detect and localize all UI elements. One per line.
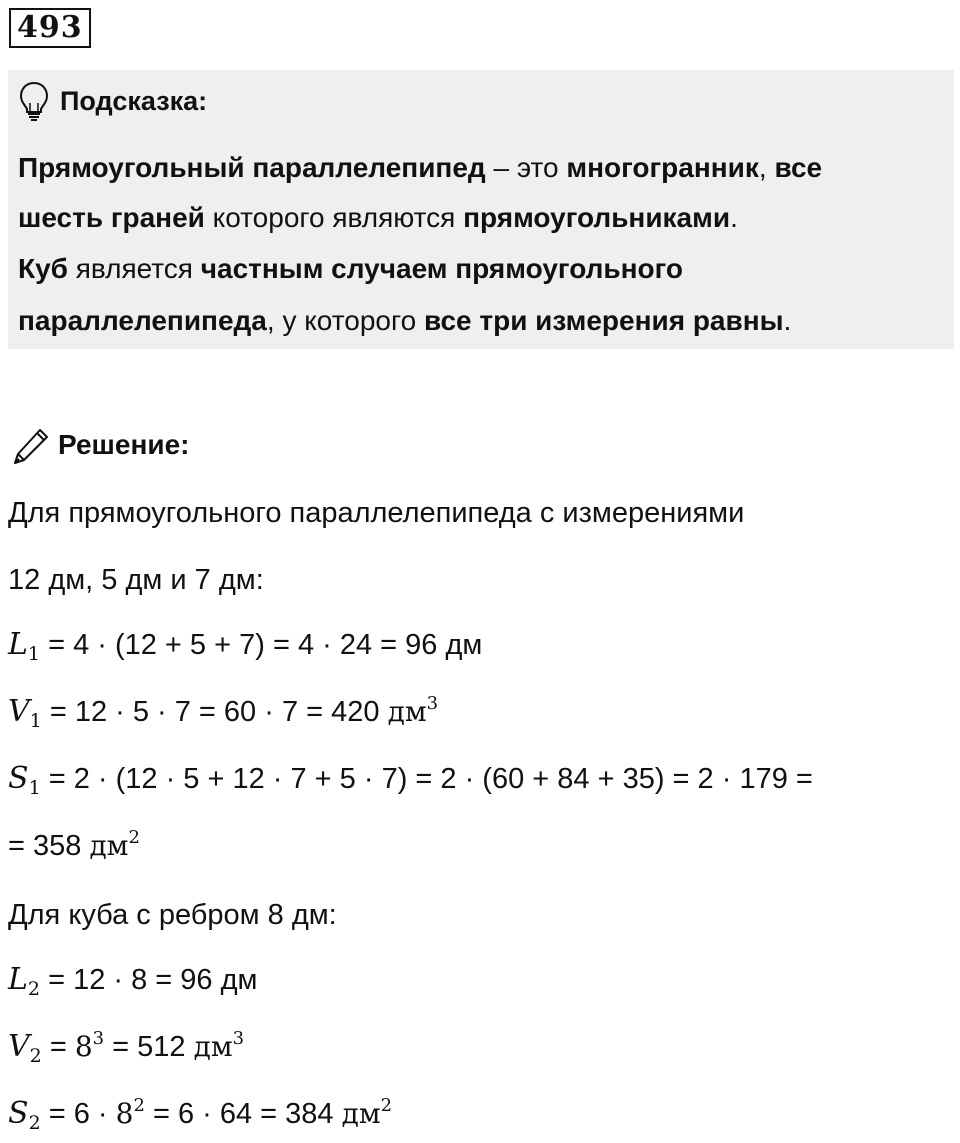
hint-text: является <box>67 253 201 284</box>
hint-term: все три измерения равны <box>423 305 784 336</box>
hint-text: . <box>783 305 792 336</box>
hint-title: Подсказка: <box>60 85 208 116</box>
solution-header <box>10 422 189 468</box>
exponent: 3 <box>92 1028 105 1049</box>
exponent: 3 <box>426 693 439 714</box>
exponent: 3 <box>232 1028 245 1049</box>
hint-term: частным случаем прямоугольного <box>200 253 684 284</box>
hint-text: – это <box>485 152 567 183</box>
formula-expression: = 358 <box>8 830 90 862</box>
hint-text: которого являются <box>204 202 464 233</box>
hint-line-2 <box>18 198 738 238</box>
unit: дм <box>193 1030 233 1063</box>
hint-term: параллелепипеда <box>18 305 267 336</box>
formula-V1 <box>8 692 438 741</box>
hint-text: . <box>730 202 738 233</box>
exponent: 2 <box>133 1095 145 1116</box>
formula-expression: = 512 <box>104 1031 194 1063</box>
formula-S1 <box>8 759 813 808</box>
hint-header <box>18 78 207 124</box>
problem-number: 493 <box>9 8 91 48</box>
formula-expression: = 6 · 64 = 384 <box>144 1098 342 1130</box>
hint-term: многогранник <box>566 152 759 183</box>
formula-variable: $L_2$ <box>8 962 41 1000</box>
formula-V2 <box>8 1027 244 1076</box>
hint-term: шесть граней <box>18 202 205 233</box>
hint-text: , у которого <box>266 305 424 336</box>
base-number: 8 <box>74 1030 93 1063</box>
unit: дм <box>387 695 427 728</box>
hint-text: , <box>758 152 775 183</box>
lightbulb-icon <box>18 81 50 121</box>
exponent: 2 <box>380 1095 393 1116</box>
formula-variable: $V_1$ <box>8 694 42 732</box>
hint-line-1 <box>18 148 822 188</box>
formula-expression: = 6 · <box>40 1098 116 1130</box>
hint-term: Куб <box>18 253 68 284</box>
hint-term: прямоугольниками <box>463 202 731 233</box>
unit: дм <box>341 1097 381 1130</box>
solution-intro-line-1: Для прямоугольного параллелепипеда с измерениями <box>8 497 745 529</box>
cube-intro-line: Для куба с ребром 8 дм: <box>8 899 337 931</box>
formula-variable: $S_1$ <box>8 761 41 799</box>
solution-intro-line-2: 12 дм, 5 дм и 7 дм: <box>8 564 264 596</box>
formula-variable: $V_2$ <box>8 1029 42 1067</box>
hint-line-3 <box>18 249 683 289</box>
formula-S1-result <box>8 826 140 866</box>
unit: дм <box>89 829 129 862</box>
pencil-icon <box>10 424 52 466</box>
formula-variable: $S_2$ <box>8 1096 41 1134</box>
exponent: 2 <box>128 827 140 848</box>
formula-expression: = 2 · (12 · 5 + 12 · 7 + 5 · 7) = 2 · (60 + 84 + 35) = 2 · 179 = <box>40 763 813 795</box>
hint-line-4 <box>18 301 791 341</box>
formula-expression: = 4 · (12 + 5 + 7) = 4 · 24 = 96 дм <box>40 629 483 661</box>
formula-expression: = <box>41 1031 75 1063</box>
formula-L2 <box>8 960 257 1009</box>
formula-L1 <box>8 625 482 674</box>
formula-variable: $L_1$ <box>8 627 41 665</box>
base-number: 8 <box>115 1097 134 1130</box>
formula-expression: = 12 · 8 = 96 дм <box>40 964 258 996</box>
hint-term: Прямоугольный параллелепипед <box>18 152 486 183</box>
formula-expression: = 12 · 5 · 7 = 60 · 7 = 420 <box>41 696 388 728</box>
hint-term: все <box>774 152 823 183</box>
solution-title: Решение: <box>58 429 190 460</box>
formula-S2 <box>8 1094 392 1143</box>
